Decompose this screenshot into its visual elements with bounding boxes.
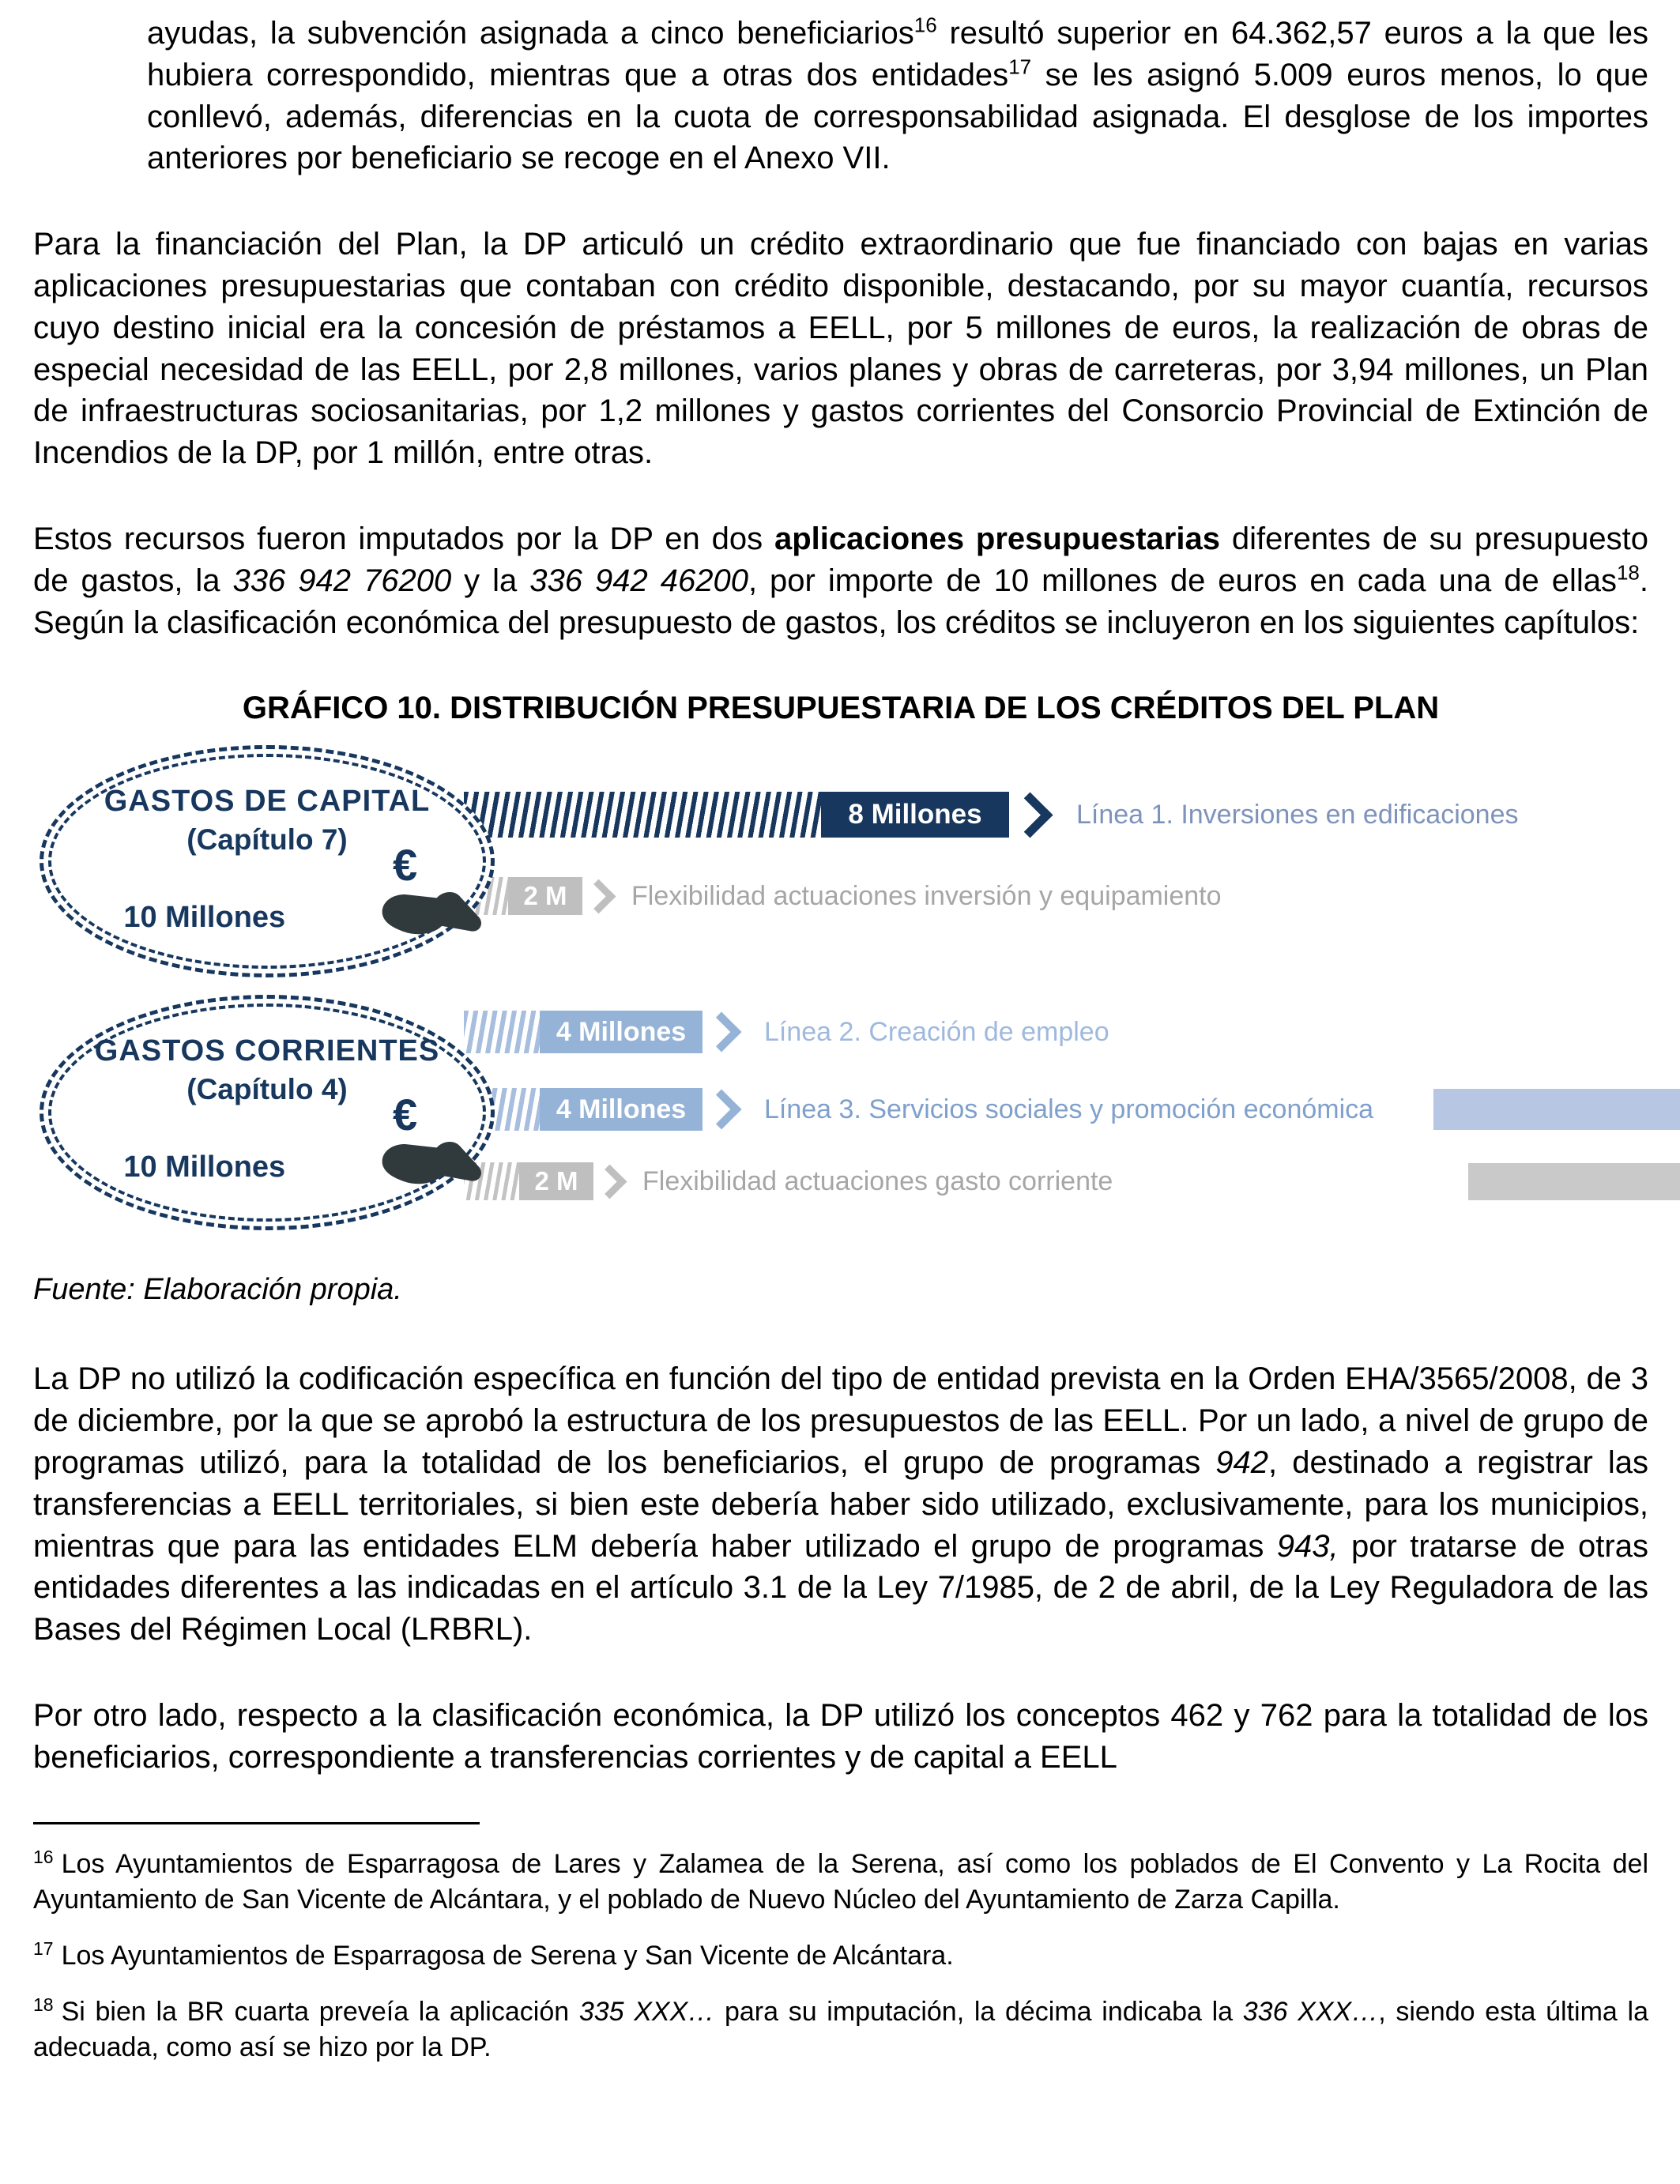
- text-segment-italic: 336 942 46200: [529, 563, 748, 598]
- arrow-value: 4 Millones: [556, 1016, 687, 1047]
- text-segment: resultó superior en 64.362,57 euros a la que les hubiera correspondido, mientras que a otras dos entidades: [147, 16, 1648, 92]
- bubble-subtitle: (Capítulo 4): [186, 1072, 348, 1105]
- bubble-title: GASTOS CORRIENTES: [94, 1034, 440, 1068]
- arrow-value: 8 Millones: [848, 799, 982, 830]
- arrow-label: Flexibilidad actuaciones gasto corriente: [642, 1165, 1113, 1196]
- text-segment-italic: 942: [1215, 1444, 1269, 1480]
- text-segment-italic: 943,: [1276, 1528, 1339, 1564]
- arrow-bar: [540, 1011, 703, 1053]
- footnote-number: 17: [33, 1937, 54, 1959]
- footnote-text: , siendo esta última la adecuada, como así se hizo por la DP.: [33, 1997, 1648, 2062]
- band-gray: [1468, 1163, 1680, 1200]
- paragraph-budget-applications: [33, 518, 1648, 643]
- figure-grafico-10: [33, 744, 1648, 1249]
- footnote-separator: [33, 1822, 480, 1824]
- text-segment: . Según la clasificación económica del presupuesto de gastos, los créditos se incluyeron en los siguientes capítulos:: [33, 563, 1649, 640]
- text-segment: ayudas, la subvención asignada a cinco beneficiarios: [147, 16, 914, 51]
- band-blue: [1433, 1089, 1680, 1130]
- footnote-text: Los Ayuntamientos de Esparragosa de Serena y San Vicente de Alcántara.: [61, 1941, 954, 1971]
- text-segment: Para la financiación del Plan, la DP articuló un crédito extraordinario que fue financiado con bajas en varias aplicaciones presupuestarias que contaban con crédito disponible, destacando, por su mayor cuantía, recursos cuyo destino inicial era la concesión de préstamos a EELL, por 5 millones de euros, la realización de obras de especial necesidad de las EELL, por 2,8 millones, varios planes y obras de carreteras, por 3,94 millones, un Plan de infraestructuras sociosanitarias, por 1,2 millones y gastos corrientes del Consorcio Provincial de Extinción de Incendios de la DP, por 1 millón, entre otras.: [33, 227, 1648, 471]
- arrow-bar: [519, 1162, 593, 1200]
- text-segment-bold: aplicaciones presupuestarias: [774, 521, 1220, 556]
- arrow-label: Línea 2. Creación de empleo: [764, 1016, 1109, 1047]
- arrow-bar: [508, 877, 582, 915]
- text-segment: diferentes de su presupuesto de gastos, la: [33, 521, 1648, 598]
- footnote-text-italic: 336 XXX…: [1242, 1997, 1379, 2028]
- arrow-bar: [540, 1088, 703, 1131]
- text-segment: Fuente: Elaboración propia.: [33, 1273, 402, 1307]
- text-segment: y la: [451, 563, 530, 598]
- paragraph-economic-classification: [33, 1695, 1648, 1779]
- bubble-subtitle: (Capítulo 7): [186, 823, 348, 856]
- arrow-label: Flexibilidad actuaciones inversión y equipamiento: [631, 880, 1222, 911]
- arrow-value: 2 M: [534, 1166, 578, 1196]
- arrow-stripes: [464, 792, 821, 838]
- bubble-heading: [43, 1032, 491, 1108]
- text-segment: Estos recursos fueron imputados por la DP en dos: [33, 521, 774, 556]
- arrowhead-icon: [702, 1090, 742, 1130]
- text-segment: Por otro lado, respecto a la clasificación económica, la DP utilizó los conceptos 462 y 762 para la totalidad de los beneficiarios, correspondiente a transferencias corrientes y de capital a EELL: [33, 1697, 1648, 1775]
- hand-icon: [369, 882, 489, 950]
- footnote-text: Si bien la BR cuarta preveía la aplicación: [61, 1997, 579, 2028]
- flow-flexibilidad-gasto-corriente: [464, 1162, 1113, 1200]
- euro-icon: €: [393, 840, 418, 891]
- footnote-18: [33, 1994, 1648, 2065]
- arrowhead-icon: [582, 879, 616, 913]
- footnote-number: 18: [33, 1994, 54, 2015]
- footnote-number: 16: [33, 1847, 54, 1868]
- footnote-16: [33, 1847, 1648, 1918]
- arrowhead-icon: [593, 1164, 627, 1199]
- bubble-gastos-de-capital: [40, 745, 495, 977]
- bubble-amount: 10 Millones: [123, 901, 286, 935]
- arrow-bar: [821, 792, 1009, 838]
- paragraph-financing: [33, 224, 1648, 474]
- text-segment: La DP no utilizó la codificación específica en función del tipo de entidad prevista en la Orden EHA/3565/2008, de 3 de diciembre, por la que se aprobó la estructura de los presupuestos de las EELL. Por un lado, a nivel de grupo de programas utilizó, para la totalidad de los beneficiarios, el grupo de programas: [33, 1361, 1648, 1480]
- figure-title: GRÁFICO 10. DISTRIBUCIÓN PRESUPUESTARIA DE LOS CRÉDITOS DEL PLAN: [242, 691, 1440, 726]
- footnote-text: Los Ayuntamientos de Esparragosa de Lares y Zalamea de la Serena, así como los poblados de El Convento y La Rocita del Ayuntamiento de San Vicente de Alcántara, y el poblado de Nuevo Núcleo del Ayuntamiento de Zarza Capilla.: [33, 1849, 1648, 1915]
- arrow-value: 4 Millones: [556, 1094, 687, 1124]
- bubble-title: GASTOS DE CAPITAL: [104, 785, 431, 819]
- footnote-text: para su imputación, la décima indicaba la: [714, 1997, 1243, 2028]
- arrow-value: 2 M: [523, 881, 567, 911]
- text-segment: se les asignó 5.009 euros menos, lo que conllevó, además, diferencias en la cuota de corresponsabilidad asignada. El desglose de los importes anteriores por beneficiario se recoge en el Anexo VII.: [147, 57, 1648, 176]
- arrowhead-icon: [702, 1012, 742, 1052]
- bubble-amount: 10 Millones: [123, 1150, 286, 1184]
- arrow-label: Línea 3. Servicios sociales y promoción económica: [764, 1094, 1374, 1124]
- figure-source: [33, 1270, 1648, 1309]
- text-segment: por tratarse de otras entidades diferentes a las indicadas en el artículo 3.1 de la Ley 7/1985, de 2 de abril, de la Ley Reguladora de las Bases del Régimen Local (LRBRL).: [33, 1528, 1648, 1647]
- text-segment: , destinado a registrar las transferencias a EELL territoriales, si bien este debería haber sido utilizado, exclusivamente, para los municipios, mientras que para las entidades ELM debería haber utilizado el grupo de programas: [33, 1444, 1649, 1564]
- flow-linea-2: [464, 1011, 1109, 1053]
- flow-linea-3: [464, 1088, 1373, 1131]
- euro-icon: €: [393, 1090, 418, 1140]
- hand-icon: [369, 1132, 489, 1199]
- arrow-label: Línea 1. Inversiones en edificaciones: [1076, 799, 1519, 830]
- footnote-17: [33, 1938, 1648, 1974]
- footnote-ref-17: 17: [1008, 55, 1032, 79]
- text-segment-italic: 336 942 76200: [232, 563, 452, 598]
- flow-flexibilidad-inversion: [464, 877, 1222, 915]
- flow-linea-1: [464, 792, 1518, 838]
- bubble-gastos-corrientes: [40, 995, 495, 1230]
- footnote-ref-16: 16: [913, 13, 937, 37]
- footnote-text-italic: 335 XXX…: [578, 1997, 715, 2028]
- footnote-ref-18: 18: [1616, 560, 1640, 585]
- paragraph-subsidy-detail: [147, 13, 1648, 179]
- paragraph-codification: [33, 1358, 1648, 1651]
- text-segment: , por importe de 10 millones de euros en cada una de ellas: [748, 563, 1617, 598]
- arrowhead-icon: [1008, 792, 1053, 838]
- bubble-heading: [43, 782, 491, 858]
